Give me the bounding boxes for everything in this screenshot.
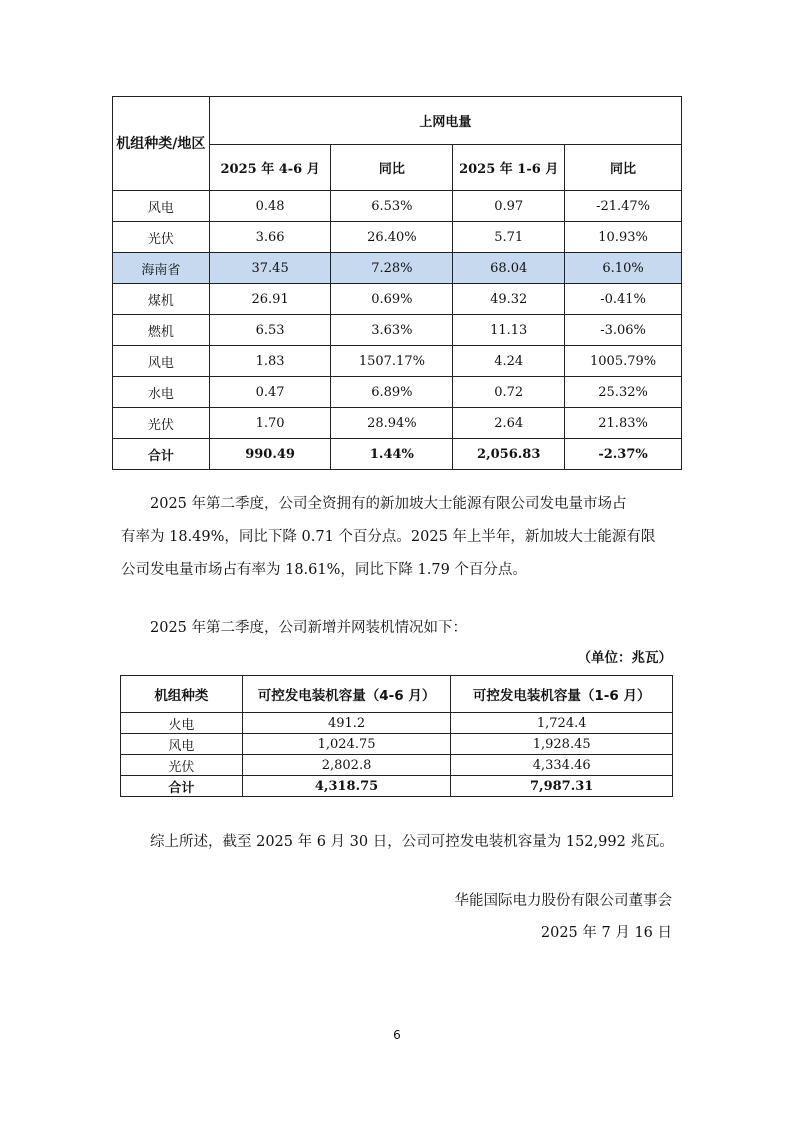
- table-cell: 2,056.83: [453, 439, 565, 470]
- column-header: 可控发电装机容量（4-6 月）: [242, 676, 451, 713]
- row-label: 风电: [113, 191, 210, 222]
- table-cell: 3.66: [209, 222, 331, 253]
- row-label: 合计: [121, 776, 243, 797]
- table-cell: 1,928.45: [451, 734, 673, 755]
- row-label: 合计: [113, 439, 210, 470]
- signature-date: 2025 年 7 月 16 日: [540, 925, 672, 941]
- row-label: 火电: [121, 713, 243, 734]
- table-row-total: [121, 776, 673, 797]
- group-header: 上网电量: [209, 97, 681, 145]
- table-cell: 1.70: [209, 408, 331, 439]
- paragraph-line: 2025 年第二季度，公司全资拥有的新加坡大士能源有限公司发电量市场占: [150, 496, 627, 512]
- table-cell: -21.47%: [565, 191, 682, 222]
- column-header: 同比: [331, 145, 453, 191]
- category-header: 机组种类/地区: [113, 97, 210, 191]
- table-cell: 37.45: [209, 253, 331, 284]
- table-cell: 5.71: [453, 222, 565, 253]
- table-cell: 7,987.31: [451, 776, 673, 797]
- table-cell: 0.72: [453, 377, 565, 408]
- capacity-table: [120, 675, 673, 797]
- paragraph-line: 有率为 18.49%，同比下降 0.71 个百分点。2025 年上半年，新加坡大士能源有限: [121, 529, 656, 545]
- table-cell: 6.89%: [331, 377, 453, 408]
- column-header: 同比: [565, 145, 682, 191]
- column-header: 2025 年 4-6 月: [209, 145, 331, 191]
- row-label: 煤机: [113, 284, 210, 315]
- table-cell: 1005.79%: [565, 346, 682, 377]
- table-row: [121, 734, 673, 755]
- table-row: [113, 346, 682, 377]
- column-header: 可控发电装机容量（1-6 月）: [451, 676, 673, 713]
- table-cell: 68.04: [453, 253, 565, 284]
- table-cell: 4,318.75: [242, 776, 451, 797]
- row-label: 风电: [121, 734, 243, 755]
- table-row-highlighted: [113, 253, 682, 284]
- table-row: [113, 377, 682, 408]
- row-label: 光伏: [113, 222, 210, 253]
- table-cell: 0.97: [453, 191, 565, 222]
- table-row: [113, 222, 682, 253]
- table-row: [113, 408, 682, 439]
- generation-table: [112, 96, 682, 470]
- table-cell: 1.44%: [331, 439, 453, 470]
- table-cell: 990.49: [209, 439, 331, 470]
- new-capacity-intro: 2025 年第二季度，公司新增并网装机情况如下：: [150, 620, 468, 636]
- row-label: 水电: [113, 377, 210, 408]
- table-cell: 26.91: [209, 284, 331, 315]
- table-cell: 1507.17%: [331, 346, 453, 377]
- table-cell: 2,802.8: [242, 755, 451, 776]
- table-cell: 0.47: [209, 377, 331, 408]
- row-label: 光伏: [113, 408, 210, 439]
- table-cell: 25.32%: [565, 377, 682, 408]
- page-number: 6: [393, 1028, 401, 1042]
- table-row-total: [113, 439, 682, 470]
- column-header: 2025 年 1-6 月: [453, 145, 565, 191]
- row-label: 风电: [113, 346, 210, 377]
- table-cell: -0.41%: [565, 284, 682, 315]
- table-cell: 6.53: [209, 315, 331, 346]
- table-cell: 6.10%: [565, 253, 682, 284]
- summary-paragraph: 综上所述，截至 2025 年 6 月 30 日，公司可控发电装机容量为 152,992 兆瓦。: [150, 834, 674, 850]
- table-cell: 1,724.4: [451, 713, 673, 734]
- table-cell: 11.13: [453, 315, 565, 346]
- table-cell: 6.53%: [331, 191, 453, 222]
- table-cell: -3.06%: [565, 315, 682, 346]
- table-cell: 1,024.75: [242, 734, 451, 755]
- table-cell: 4,334.46: [451, 755, 673, 776]
- table-cell: 0.69%: [331, 284, 453, 315]
- market-share-paragraph: [121, 488, 681, 587]
- table-cell: 2.64: [453, 408, 565, 439]
- unit-label: （单位：兆瓦）: [577, 650, 672, 666]
- table-row: [113, 315, 682, 346]
- table-cell: 49.32: [453, 284, 565, 315]
- table-cell: 10.93%: [565, 222, 682, 253]
- table-cell: 491.2: [242, 713, 451, 734]
- table-cell: 4.24: [453, 346, 565, 377]
- table-header-row: [121, 676, 673, 713]
- table-cell: 1.83: [209, 346, 331, 377]
- table-cell: 26.40%: [331, 222, 453, 253]
- paragraph-line: 公司发电量市场占有率为 18.61%，同比下降 1.79 个百分点。: [121, 562, 527, 578]
- table-cell: 21.83%: [565, 408, 682, 439]
- table-cell: 0.48: [209, 191, 331, 222]
- row-label: 燃机: [113, 315, 210, 346]
- row-label: 海南省: [113, 253, 210, 284]
- signature-company: 华能国际电力股份有限公司董事会: [454, 893, 672, 909]
- table-row: [121, 713, 673, 734]
- table-row: [121, 755, 673, 776]
- table-row: [113, 191, 682, 222]
- table-row: [113, 284, 682, 315]
- table-cell: 7.28%: [331, 253, 453, 284]
- column-header: 机组种类: [121, 676, 243, 713]
- table-cell: 3.63%: [331, 315, 453, 346]
- table-cell: -2.37%: [565, 439, 682, 470]
- table-cell: 28.94%: [331, 408, 453, 439]
- row-label: 光伏: [121, 755, 243, 776]
